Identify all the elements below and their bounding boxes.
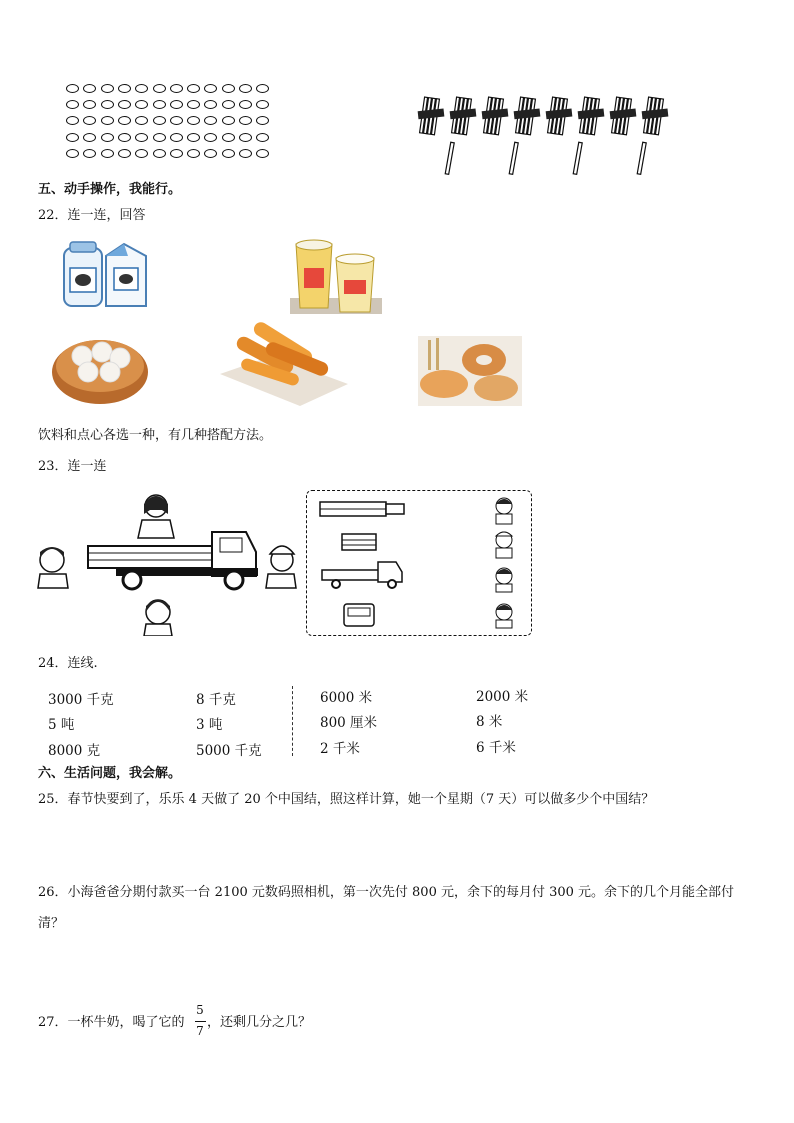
unit-match-left-col1-item: 3000 千克 xyxy=(48,692,114,708)
unit-match-right-col1-item: 6000 米 xyxy=(320,690,373,706)
stick-bundle xyxy=(546,97,573,135)
steamed-buns-image xyxy=(50,326,150,406)
truck-observers-figure xyxy=(36,490,298,636)
counting-ring xyxy=(66,133,79,142)
counting-ring xyxy=(135,84,148,93)
stick-bundle xyxy=(514,97,541,135)
counting-ring xyxy=(83,133,96,142)
counting-ring xyxy=(101,149,114,158)
question-22-text: 饮料和点心各选一种，有几种搭配方法。 xyxy=(38,428,273,443)
counting-ring xyxy=(187,133,200,142)
counting-ring xyxy=(83,100,96,109)
section-heading-5: 五、动手操作，我能行。 xyxy=(38,182,182,197)
stick-bundle xyxy=(450,97,477,135)
unit-match-right-col2-item: 8 米 xyxy=(476,714,503,730)
counting-ring xyxy=(118,116,131,125)
stick-bundle xyxy=(642,97,669,135)
counting-ring xyxy=(118,133,131,142)
counting-ring xyxy=(239,84,252,93)
counting-ring xyxy=(170,149,183,158)
fraction-bar xyxy=(195,1021,206,1022)
counting-ring xyxy=(170,100,183,109)
stick-bundle xyxy=(578,97,605,135)
counting-ring xyxy=(256,100,269,109)
drink-cups-image xyxy=(290,238,382,314)
question-27-prefix: 27．一杯牛奶，喝了它的 xyxy=(38,1015,185,1030)
counting-ring xyxy=(256,149,269,158)
stick-bundles-figure xyxy=(412,90,682,180)
question-25-text: 25．春节快要到了，乐乐 4 天做了 20 个中国结，照这样计算，她一个星期（7 天）可以做多少个中国结？ xyxy=(38,792,655,807)
counting-ring xyxy=(239,116,252,125)
counting-ring xyxy=(135,116,148,125)
counting-ring xyxy=(83,149,96,158)
question-26-line1: 26．小海爸爸分期付款买一台 2100 元数码照相机，第一次先付 800 元，余下的每月付 300 元。余下的几个月能全部付 xyxy=(38,885,735,900)
counting-ring xyxy=(239,100,252,109)
counting-ring xyxy=(101,133,114,142)
milk-cartons-image xyxy=(62,240,148,310)
counting-ring xyxy=(153,100,166,109)
counting-ring xyxy=(101,116,114,125)
counting-ring xyxy=(222,149,235,158)
unit-match-right-col1-item: 800 厘米 xyxy=(320,715,378,731)
counting-ring xyxy=(66,100,79,109)
counting-ring xyxy=(118,100,131,109)
unit-match-right-col2-item: 2000 米 xyxy=(476,689,529,705)
single-stick xyxy=(445,142,454,174)
question-26-line2: 清？ xyxy=(38,916,65,931)
counting-ring xyxy=(170,133,183,142)
counting-ring xyxy=(170,84,183,93)
unit-match-right-col2-item: 6 千米 xyxy=(476,740,516,756)
counting-ring xyxy=(66,149,79,158)
counting-ring xyxy=(135,149,148,158)
unit-match-left-col1-item: 5 吨 xyxy=(48,717,75,733)
counting-ring xyxy=(187,116,200,125)
unit-match-left-col2-item: 5000 千克 xyxy=(196,743,262,759)
counting-ring xyxy=(204,84,217,93)
unit-match-right-col1-item: 2 千米 xyxy=(320,741,360,757)
counting-ring xyxy=(187,84,200,93)
unit-match-left-col1-item: 8000 克 xyxy=(48,743,101,759)
counting-ring xyxy=(83,116,96,125)
counting-ring xyxy=(101,100,114,109)
unit-match-divider xyxy=(292,686,293,756)
unit-match-left-col2-item: 3 吨 xyxy=(196,717,223,733)
counting-ring xyxy=(256,116,269,125)
counting-ring xyxy=(222,100,235,109)
counting-ring xyxy=(256,84,269,93)
counting-ring xyxy=(153,116,166,125)
single-stick xyxy=(509,142,518,174)
counting-ring xyxy=(135,100,148,109)
counting-ring xyxy=(153,149,166,158)
stick-bundle xyxy=(418,97,445,135)
counting-ring xyxy=(256,133,269,142)
stick-bundle xyxy=(482,97,509,135)
counting-ring xyxy=(170,116,183,125)
question-27-suffix: ，还剩几分之几？ xyxy=(207,1015,312,1030)
counting-ring xyxy=(187,100,200,109)
counting-ring xyxy=(222,84,235,93)
question-23-title: 23．连一连 xyxy=(38,459,107,474)
truck-views-figure xyxy=(316,494,522,632)
counting-ring xyxy=(135,133,148,142)
section-heading-6: 六、生活问题，我会解。 xyxy=(38,766,182,781)
counting-ring xyxy=(66,84,79,93)
counting-ring xyxy=(101,84,114,93)
ring-grid xyxy=(66,84,276,166)
counting-ring xyxy=(239,149,252,158)
question-22-title: 22．连一连，回答 xyxy=(38,208,146,223)
counting-ring xyxy=(153,84,166,93)
counting-ring xyxy=(153,133,166,142)
fried-dough-sticks-image xyxy=(220,322,348,406)
counting-ring xyxy=(204,149,217,158)
unit-match-left-col2-item: 8 千克 xyxy=(196,692,236,708)
counting-ring xyxy=(118,84,131,93)
counting-ring xyxy=(83,84,96,93)
counting-ring xyxy=(222,133,235,142)
counting-ring xyxy=(66,116,79,125)
counting-ring xyxy=(222,116,235,125)
bread-image xyxy=(418,336,522,406)
counting-ring xyxy=(204,100,217,109)
counting-ring xyxy=(187,149,200,158)
single-stick xyxy=(573,142,582,174)
counting-ring xyxy=(204,133,217,142)
single-stick xyxy=(637,142,646,174)
counting-ring xyxy=(118,149,131,158)
counting-ring xyxy=(239,133,252,142)
fraction-denominator: 7 xyxy=(196,1024,204,1038)
counting-ring xyxy=(204,116,217,125)
stick-bundle xyxy=(610,97,637,135)
question-24-title: 24．连线. xyxy=(38,656,98,671)
fraction-numerator: 5 xyxy=(196,1003,204,1017)
